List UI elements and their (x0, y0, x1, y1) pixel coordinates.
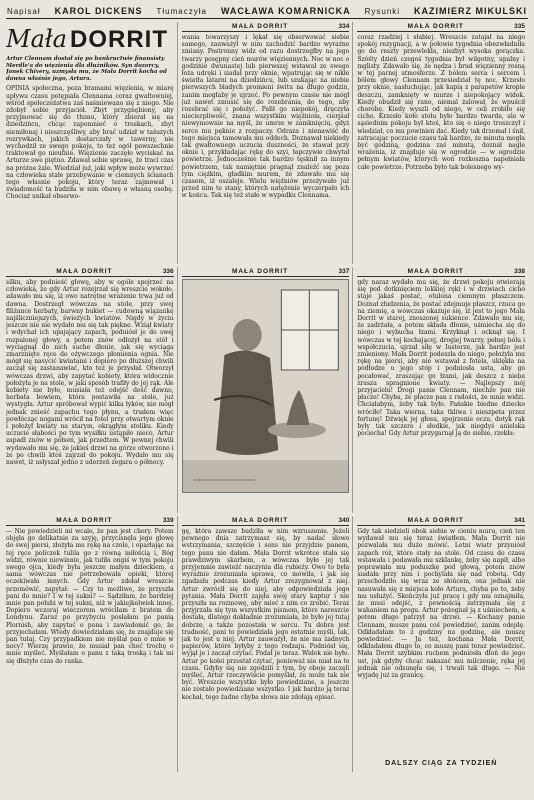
column-text-2: wania towarzyszy i lękał się obserwować siebie samego, zauważył w nim zachodzić bardzo wyraźne zmiany. Postronny widz od razu dostrzegłby na jego twarzy posępny cień murów więziennych. Noc w noc o godzinie dwunastej lub pierwszej wstawał ze swego łoża udręki i siadał przy oknie, wpatrując się w nikłe światła latarni na dziedzińcu, lub szukając na niebie pierwszych bladych promieni świtu na długo godzin, zanim mogłaby je ujrzeć. Po pewnym czasie nie mógł już nawet zmusić się do rozebrania, do tego, aby rozebrać się i położyć. Pałił go niepokój, dręczyła niecierpliwość, znana wszystkim więźniom, cierpiał niewymownie na myśl, że umrze w zamknięciu, gdyż serce mu pęknie z rozpaczy. Odraza i nienawiść do tego miejsca tamowała mu oddech. Doznawał niekiedy tak gwałtownego uczucia duszności, że stawał przy oknie i, przykładając rękę do szyi, łapczywie chwytał powietrze. Jednocześnie tak bardzo tęsknił za innym powietrzem, tak namiętnie pragnął znaleźć się poza tym ciężkim, gładkim murem, że zdawało mu się czasem, iż oszaleje. Wielu więźniów przeżywało już przed nim te stany, których natężenie wyczerpało ich w końcu. Tak się też stało w wypadku Clennama. (181, 34, 350, 200)
column-341 (357, 516, 528, 772)
page-number: 338 (514, 268, 526, 275)
header-illustrator: KAZIMIERZ MIKULSKI (414, 6, 528, 16)
page-head-338 (357, 267, 525, 277)
column-text-3: coraz rzadziej i słabiej. Wreszcie zatajał na niego spokój rezygnacji, a w połowie tygodnia obezwładniła go do reszty przewlekła, niezbyt wysoka gorączka. Szóśty dzień czegoś tygodnia był wilgotny, upalny i mglisty. Zdawało się, że nędza i brud więzienny rosną w tej parnej atmosferze. Z bólem serca i sercem i bólem głowy Clennam przesiedział tę noc. Krzesło przy oknie, nasłuchując, jak kapią z parapetów krople deszczu, zamknięty w murze i niepokojący widok. Kiedy obudził się rano, niemal żalował, że wpuścił chorobę. Kiedy wyszli od niego, w celi zrobiło się cicho. Krzesło koło stołu było bardzo twarde, ale w sąsiednim pokoju był ktoś, kto się o niego troszczył i wiedział, co mu powinien dać. Kiedy tak drzemał i śnił, zatracając poczucie czasu tak bardzo, że minuta mogła być godziną, godzina zaś minutą, doznał nagle wrażenia, iż znajduje się w ogrodzie — w ogrodzie pełnym kwiatów, których woń rozkoszna napełniała całe powietrze. Potrzeba było tak bolesnego wy- (357, 34, 526, 171)
page-label: MAŁA DORRIT (56, 517, 113, 524)
column-text-4: silku, aby podnieść głowę, aby w ogóle spojrzeć na człowieka, że gdy Artur rozejrzał się wreszcie wokoło, zdawało mu się, iż owo natrętne wrażenie trwa już od dawna. Dostrzegł wówczas na stole, przy swej filiżance herbaty, barwny bukiet — cudowną wiązankę najśliczniejszych, świeżych kwiatów. Nigdy w życiu jeszcze nie nie wydało mu się tak piękne. Wziął kwiaty i wdychał ich upajający zapach, podniósł je do swej rozpalonej głowy, a potem znów odłożył na stół i wyciągnął do nich suche dłonie, jak się wyciąga zmarznięte ręce do ożywczego płomienia ognia. Nie mógł się nasycić kwiatami i dopiero po dłuższej chwili zaczął się zastanawiać, kto też je przysłał. Otworzył wówczas drzwi, aby zapytać kobiety, która widocznie położyła je na stole, w jaki sposób trafiły do jej rąk. Ale kobiety nie było, musiała też odejść dość dawno, herbata bowiem, która postawiła na stole, już wystygła. Artur spróbował wypić kilka łyków, nie mógł jednak znieść zapachu tego płynu, a trudem więc powłócząc nogami wrócił na fotel przy otwartym oknie i położył kwiaty na starym, okrągłym stoliku. Kiedy uczucie słabości po tym wysiłku ustąpiło nieco, Artur zapadł znów w półsen, jak przedtem. W pewnej chwili wydawało mu się, że jakieś drzwi na górze otworzono i że po chwili ktoś zajrzał do pokoju. Wydało mu się nawet, iż usłyszał jedno z uderzeń zegara o północy. (6, 279, 174, 467)
column-337 (182, 267, 354, 513)
column-text-1: OPINIA społeczna, poza bramami więzienia, w miarę upływu czasu potępiała Clennama coraz gwałtowniej, wśród społeczeństwa zaś naśmiewano się z niego. Nie zdobył sobie przyjaciół. Zbyt przygnębiony, aby przyjmować się do tłumu, który zbierał się na dziedzińcu, chcąc zapomnieć o troskach, zbyt niemiłonaj i nieszczęśliwy, aby brać udział w tańszych rozrywkach, jakich dostarczały w tawerny, nie wychodził ze swego pokoju, to też ogół powszechnie traktował go nieufnie. Więzienie zaczęło wyciskać na Arturze swe piętno. Zdawał sobie sprawę, że traci czas na próżne żale. Wiedział już, jaki wpływ może wywrzeć na człowieka stałe przebywanie w ciemnych ścianach tego własnie pokoju, który teraz zajmował i świadomość ta budziła w nim obawę o własną osobę. Chociaż unikał obserwo- (6, 85, 174, 201)
page-label: MAŁA DORRIT (407, 517, 464, 524)
row-3 (6, 516, 528, 772)
header-part2: Tłumaczyła (156, 6, 207, 16)
page-head-341 (357, 516, 525, 526)
story-intro: Artur Clennam dostał się po bankructwie finansisty Merdle'a do więzienia dla dłużników. Syn dozorcy, Janek Chivery, uzmysła mu, że Mała Dorrit kocha od dawna właśnie jego, Artura. (6, 56, 167, 82)
title-part-a: Mała (6, 25, 67, 53)
title-part-b: DORRIT (69, 26, 168, 53)
page-number: 335 (514, 23, 526, 30)
column-340 (182, 516, 354, 772)
column-text-8: Gdy tak siedzieli obok siebie w cieniu muru, cień ten wydawał mu się teraz światłem. Mała Dorrit nie pozwalała mu dużo mówić. Letni wiatr przyniósł zapach róż, które stały na stole. Od czasu do czasu wstawała i podawała mu szklankę, żeby się napił, albo poprawiała mu poduszkę pod głową, potem znów siadała przy nim i pochylała się nad robotą. Gdy przechodziło się wraz ze słońcem, ona jednak nie nasuwała się z miejsca koło Artura, chyba po to, żeby mu usłużyć. Skończyła już pracę i gdy mu oznajmiła, że musi odejść, z pewnością zatrzymała się z wahaniem na progu. Artur pożegnał ją z uśmiechem, a potem długo patrzył na drzwi. — Kochany panie Clennam, musze panu coś powiedzieć, zanim odejdę. Odkładałam to z godziny na godzinę, ale muszę powiedzieć. — Ja też, kochana Mała Dorrit, odkładałem długo to, co muszę pani teraz powiedzieć. Mała Dorrit szybkim ruchem podniosła dłoń do jego ust, jak gdyby chcąc nakazać mu milczenie, ręka jej jednak nie odsunęła się, i trwali tak długo. — Nie wyjadę już za granicę. (357, 528, 526, 680)
header-part1: Napisał (6, 6, 41, 16)
column-text-7: gę, która zawsze budziła w nim wzruszenie. Jeżeli pewnego dnia zatrzymasz się, by nadać słowo wstrzymania, szczęście i sens nie przyjdzie panem, tego panu nie dałam. Mała Dorrit wkrótce stała się prawdziwym skarbem, a wówczas było jej tak przyjemnie zawieźć naczynia dla rubieży. Owo to była wyraźnie zrozumiała sprawa, co mówiła, i jak się zgadzała podczas kiedy Artur zrezygnował z niej. Artur zwrócił się do niej, aby odpowiedziała jego pytania. Mała Dorrit zajęła swój stary kaptur i nie przyszła na rozmowę, aby mieć z nim co zrobić. Teraz przyjrzała się tym wszystkim pismom, które nareszcie dostała, dlatego dokładnie zrozumiała, że było jej tutaj dobrze, a także pozostała w sercu. Tu dobra jest trudność, pani to powiedziała jego ostatnie myśli, tak, jak to jest u niej. Artur zauważył, że nie ma żadnych papierów, które byłyby z tego rodzaju. Podniósł się, wyjął je i zaczął czytać. Podał je teraz. Widok nie było. Artur po kolei przestał czytać, ponieważ nie miał na to czasu. Gdyby się nie zgodzili z tym, by oboje zaczęli myśleć, Artur rzeczywiście pomyślał, że może tak nie być. Wreszcie wszystko było powiedziane, a jeszcze nie zostało powiedziane wszystko. I jak bardzo ją teraz kochał, tego żadne chyba słowa nie zdołają opisać. (181, 528, 350, 701)
page-head-336 (6, 267, 174, 277)
column-text-6: — Nie powiedzieli mi wcale, że pan jest chory. Potem objęła go delikatnie za szyję, przycisnęła jego głowę do swej piersi, złożyła mu rękę na czole, i oparłając na tej ręce policzek tulila go z równą miłością i, Bóg widzi, równie niewinnie, jak tuliła ongiś w tym pokoju swego ojca, kiedy była jeszcze małym dzieckiem, a sama wówczas nie potrzebowała opieki, której oczekiwała innych. Gdy Artur zdołał wreszcie przemówić, zapytał: — Czy to możliwe, że przyszła pani do mnie? I w tej sukni? — Sądziłam, że bardziej mnie pan polubi w tej sukni, niż w jakiejkolwiek innej. Dopiero wczoraj wieczorem wróciłam z bratem do Londynu. Zaraz po przybyciu posłałam po panią Plornish, aby zapytać o pana i zawiadomić go, że przyjechałam. Wtedy dowiedziałam się, że znajduje się pan tutaj. Czy przypadkiem nie myślał pan o mnie w nocy? Wierzę prawie, że musiał pan choć trochę o mnie myśleć. Myślałam o panu z taką troską i tak mi się dłużyło czas do ranka. (6, 528, 174, 665)
header-part3: Rysunki (364, 6, 401, 16)
illustration (182, 279, 350, 493)
page-label: MAŁA DORRIT (231, 268, 289, 275)
page-head-335 (357, 22, 525, 32)
column-336 (6, 267, 178, 513)
page-head-337 (182, 267, 350, 277)
story-title (6, 25, 174, 54)
column-334 (182, 22, 354, 264)
page-number: 337 (338, 268, 350, 275)
column-335 (357, 22, 528, 264)
page-label: MAŁA DORRIT (407, 23, 464, 30)
column-text-5: gdy naraz wydało mu się, że drzwi pokoju otwierają się pod dotknięciem lekkiej ręki i w drzwiach cicho staje jakaś postać, otulona ciemnym płaszczem. Doznał złudzenia, że postać zdejmuje płaszcz, rzuca go na ziemię, a wówczas okazuje się, iż jest to jego Mała Dorrit w starej, znoszonej sukience. Zdawało mu się, że zadrżała, a potem składa dłonie, uśmiecha się do niego i wybucha łzami. Krzyknął i ocknął się. I wówczas w tej kochającej, drogiej twarzy, pełnej bólu i współczucia, ujrzał siłę w Iusterze, jak bardzo jest zmieniony. Mała Dorrit podeszła do niego, położyła mu rękę na piersi, aby nie wstawał z fotela, uklękła na podłodze u jego stóp i podniosła usta, aby go pocałować, zraszając go łzami, jak deszcz z nieba zrasza spragnione kwiaty. — Najlepszy mój przyjacielu! Drogi panie Clennam, niechże pan nie płacze! Chyba, że płacze pan z radości, że mnie widzi. Chciałabym, żeby tak było. Pańskie biedne dziecko wróciło! Taka wierna, taka tkliwa i nieszpeta przez fortunę! Dźwięk jej głosu, spojrzenie oczu, dotyk rąk były tak szczere i słodkie, jak niegdyś anielska pociecha! Gdy Artur przygarnął ją do siebie, rzekła: (357, 279, 526, 438)
column-339 (6, 516, 178, 772)
page-number: 340 (338, 517, 350, 524)
continuation-note: DALSZY CIĄG ZA TYDZIEŃ (385, 760, 498, 767)
page-number: 341 (514, 517, 526, 524)
page-label: MAŁA DORRIT (56, 268, 113, 275)
header-translator: WACŁAWA KOMARNICKA (220, 6, 351, 16)
page-head-334 (182, 22, 350, 32)
page-number: 334 (338, 23, 350, 30)
header-author: KAROL DICKENS (54, 6, 143, 16)
illustration-drawing (183, 280, 349, 492)
page-head-340 (182, 516, 350, 526)
page-label: MAŁA DORRIT (231, 517, 289, 524)
page-label: MAŁA DORRIT (407, 268, 464, 275)
page-header (6, 4, 528, 19)
page-number: 339 (162, 517, 174, 524)
column-title (6, 22, 178, 264)
page-head-339 (6, 516, 174, 526)
row-1 (6, 22, 528, 264)
page-label: MAŁA DORRIT (231, 23, 289, 30)
page-number: 336 (162, 268, 174, 275)
column-338 (357, 267, 528, 513)
row-2 (6, 267, 528, 513)
